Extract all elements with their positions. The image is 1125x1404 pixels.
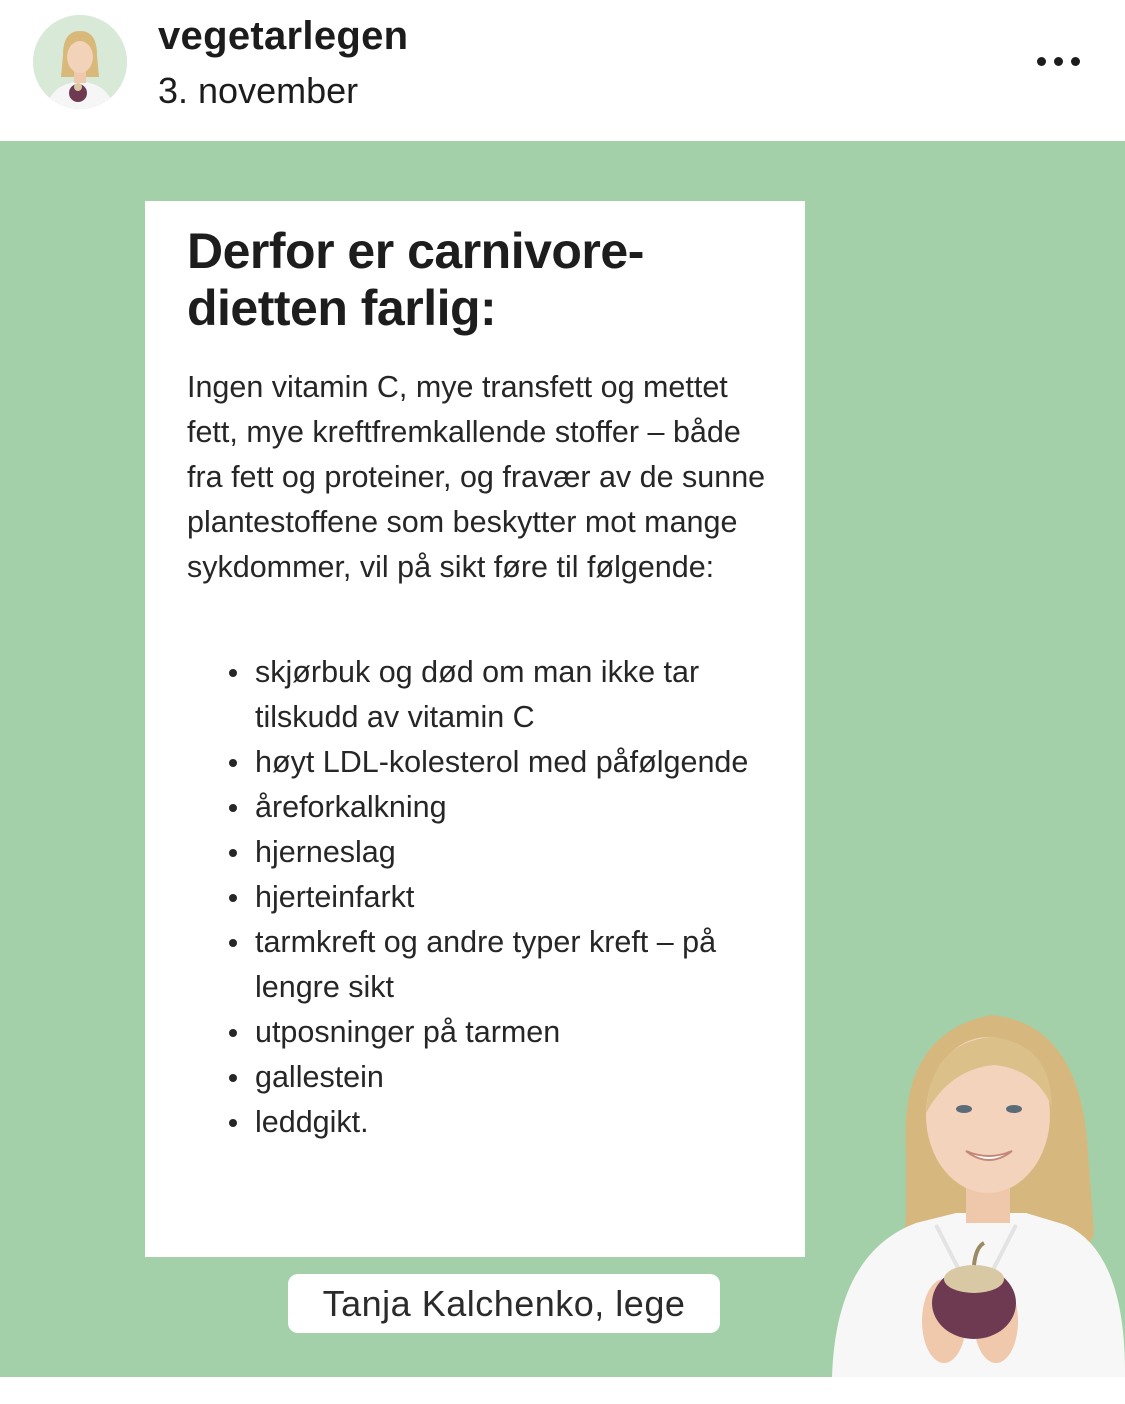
post-image[interactable] xyxy=(0,141,1125,1377)
author-signature: Tanja Kalchenko, lege xyxy=(288,1274,720,1333)
post-date: 3. november xyxy=(158,70,359,111)
card-title: Derfor er carnivore-dietten farlig: xyxy=(187,223,644,336)
doctor-portrait xyxy=(826,1003,1125,1377)
list-item: hjerneslag xyxy=(229,830,775,875)
list-item: utposninger på tarmen xyxy=(229,1010,775,1055)
more-options-icon[interactable] xyxy=(1026,42,1090,80)
profile-avatar[interactable] xyxy=(33,15,127,109)
list-item: skjørbuk og død om man ikke tar tilskudd av vitamin C xyxy=(229,650,775,740)
list-item: høyt LDL-kolesterol med påfølgende xyxy=(229,740,775,785)
info-card xyxy=(145,201,805,1257)
username[interactable]: vegetarlegen xyxy=(158,14,409,58)
post-footer-edge xyxy=(0,1377,1125,1404)
dot xyxy=(1071,57,1080,66)
dot xyxy=(1054,57,1063,66)
risk-list xyxy=(187,650,785,1145)
list-item: åreforkalkning xyxy=(229,785,775,830)
card-intro: Ingen vitamin C, mye transfett og mettet fett, mye kreftfremkallende stoffer – både fra fett og proteiner, og fravær av de sunne plantestoffene som beskytter mot mange sykdommer, vil på sikt føre til følgende: xyxy=(187,370,766,584)
dot xyxy=(1037,57,1046,66)
list-item: hjerteinfarkt xyxy=(229,875,775,920)
list-item: tarmkreft og andre typer kreft – på lengre sikt xyxy=(229,920,775,1010)
list-item: leddgikt. xyxy=(229,1100,775,1145)
post-header xyxy=(0,0,1125,141)
list-item: gallestein xyxy=(229,1055,775,1100)
